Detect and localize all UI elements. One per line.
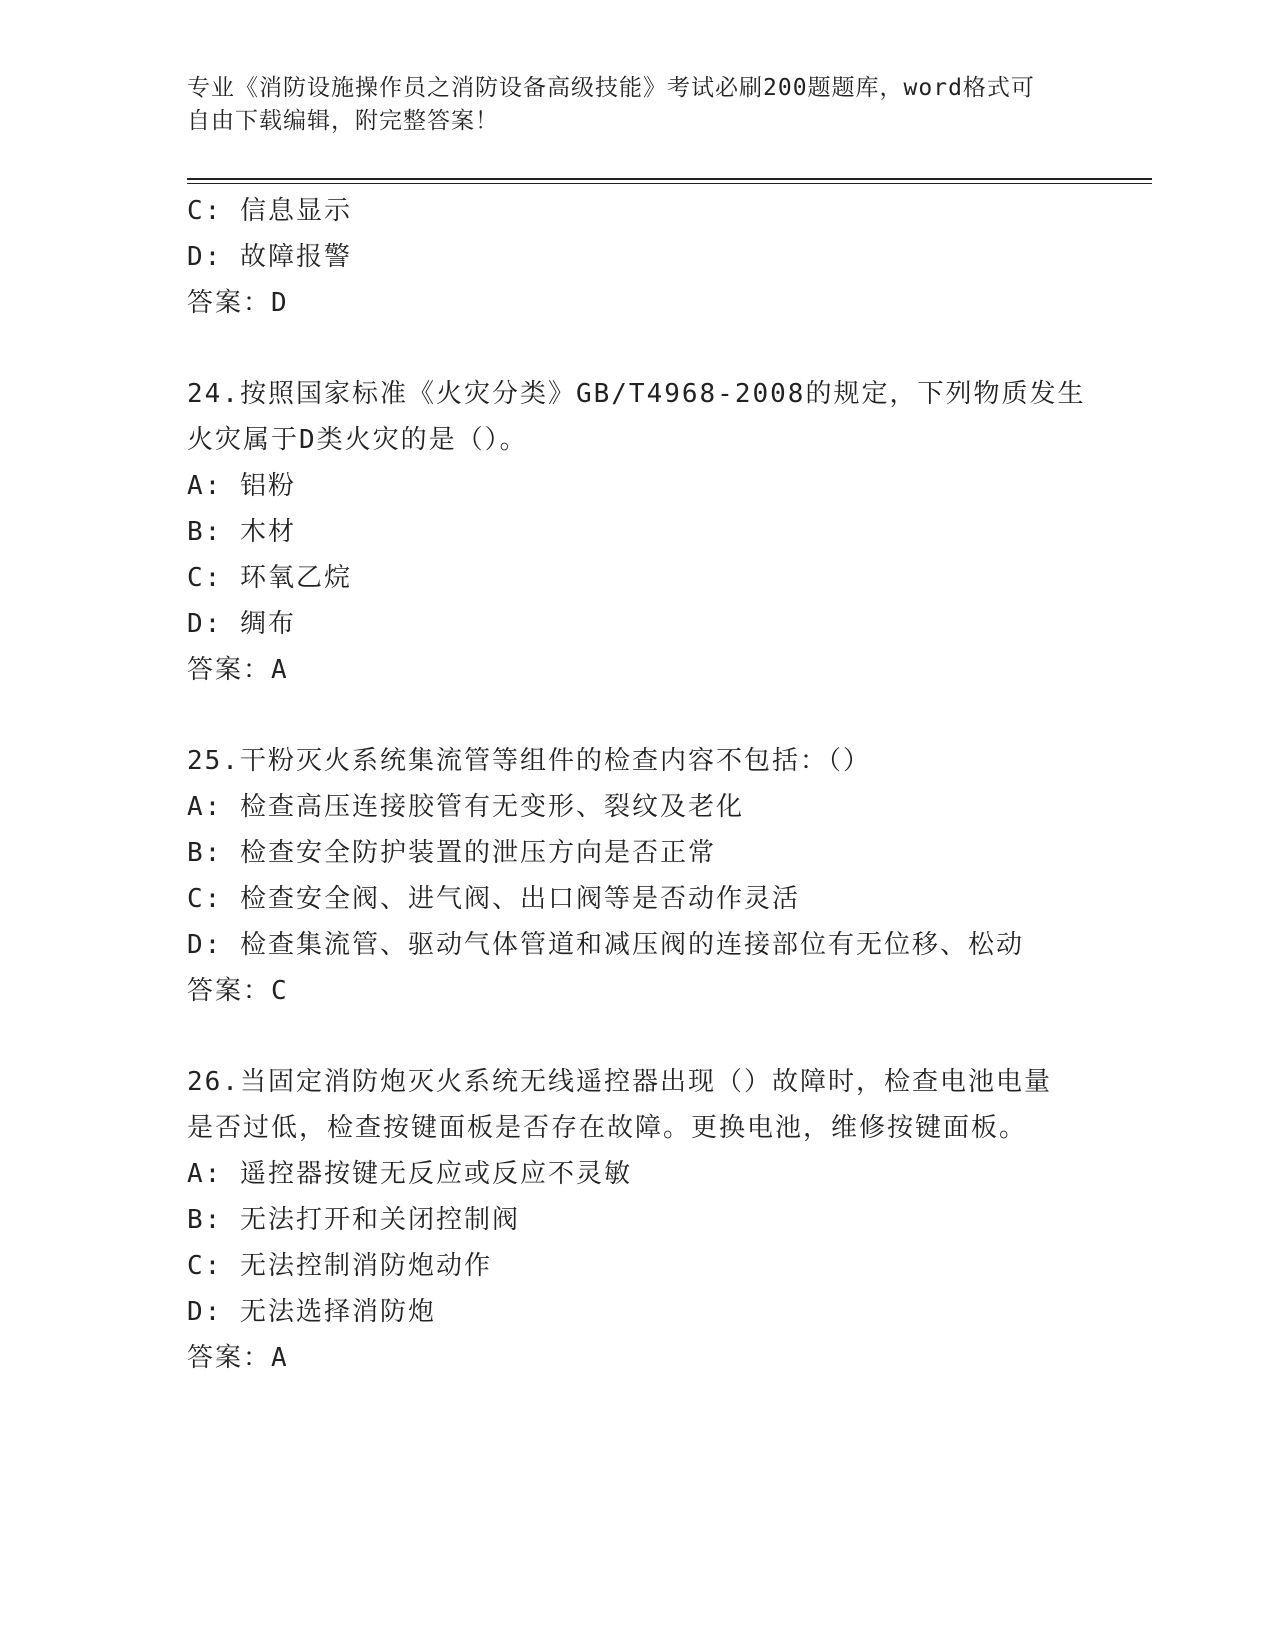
question-stem-line-2: 是否过低，检查按键面板是否存在故障。更换电池，维修按键面板。 xyxy=(187,1113,1028,1143)
question-24 xyxy=(187,371,1087,693)
option-d: D: 故障报警 xyxy=(187,242,352,272)
question-stem-line-1: 24.按照国家标准《火灾分类》GB/T4968-2008的规定，下列物质发生 xyxy=(187,379,1086,409)
header-rule-thick xyxy=(187,178,1152,180)
question-stem-line-2: 火灾属于D类火灾的是（）。 xyxy=(187,425,528,455)
question-list xyxy=(187,188,1087,1381)
option-b: B: 检查安全防护装置的泄压方向是否正常 xyxy=(187,838,716,868)
spacer xyxy=(187,326,1087,371)
header-title-line-1: 专业《消防设施操作员之消防设备高级技能》考试必刷200题题库，word格式可 xyxy=(187,75,1035,101)
answer-line: 答案：A xyxy=(187,1343,289,1373)
question-23 xyxy=(187,188,1087,326)
option-d: D: 绸布 xyxy=(187,609,296,639)
answer-line: 答案：A xyxy=(187,655,289,685)
option-c: C: 检查安全阀、进气阀、出口阀等是否动作灵活 xyxy=(187,884,800,914)
option-b: B: 木材 xyxy=(187,517,296,547)
header-rule-thin xyxy=(187,183,1152,184)
option-a: A: 铝粉 xyxy=(187,471,296,501)
option-d: D: 检查集流管、驱动气体管道和减压阀的连接部位有无位移、松动 xyxy=(187,930,1024,960)
spacer xyxy=(187,1014,1087,1059)
page-header xyxy=(187,72,1067,138)
answer-line: 答案：D xyxy=(187,288,289,318)
option-b: B: 无法打开和关闭控制阀 xyxy=(187,1205,520,1235)
option-a: A: 检查高压连接胶管有无变形、裂纹及老化 xyxy=(187,792,744,822)
answer-line: 答案：C xyxy=(187,976,289,1006)
option-c: C: 信息显示 xyxy=(187,196,352,226)
option-c: C: 无法控制消防炮动作 xyxy=(187,1251,492,1281)
option-d: D: 无法选择消防炮 xyxy=(187,1297,436,1327)
question-26 xyxy=(187,1059,1087,1381)
spacer xyxy=(187,693,1087,738)
question-stem-line-1: 25.干粉灭火系统集流管等组件的检查内容不包括：（） xyxy=(187,746,871,776)
question-25 xyxy=(187,738,1087,1014)
question-stem-line-1: 26.当固定消防炮灭火系统无线遥控器出现（）故障时，检查电池电量 xyxy=(187,1067,1052,1097)
option-a: A: 遥控器按键无反应或反应不灵敏 xyxy=(187,1159,632,1189)
option-c: C: 环氧乙烷 xyxy=(187,563,352,593)
header-title-line-2: 自由下载编辑，附完整答案！ xyxy=(187,108,499,134)
